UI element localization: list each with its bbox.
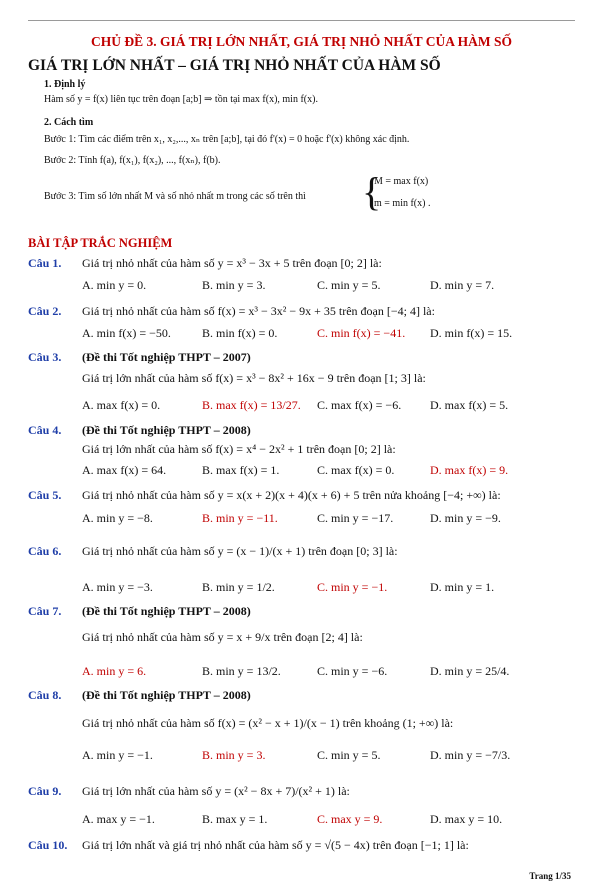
option-c[interactable]: C. min y = 5.: [317, 748, 381, 762]
question-text: Giá trị nhỏ nhất của hàm số y = x + 9/x trên đoạn [2; 4] là:: [82, 630, 363, 644]
option-c[interactable]: C. max y = 9.: [317, 812, 383, 826]
top-rule: [28, 20, 575, 21]
option-d[interactable]: D. max f(x) = 9.: [430, 463, 509, 477]
option-a[interactable]: A. min y = −1.: [82, 748, 153, 762]
option-b[interactable]: B. min y = 13/2.: [202, 664, 281, 678]
question-label: Câu 5.: [28, 488, 62, 502]
option-d[interactable]: D. min y = 7.: [430, 278, 495, 292]
option-a[interactable]: A. max f(x) = 64.: [82, 463, 167, 477]
option-b[interactable]: B. max y = 1.: [202, 812, 268, 826]
question-label: Câu 1.: [28, 256, 62, 270]
question-label: Câu 7.: [28, 604, 62, 618]
option-c[interactable]: C. min f(x) = −41.: [317, 326, 406, 340]
option-c[interactable]: C. min y = −17.: [317, 511, 394, 525]
step-3-max: M = max f(x): [374, 176, 429, 187]
option-b[interactable]: B. min y = 3.: [202, 278, 266, 292]
option-b[interactable]: B. max f(x) = 1.: [202, 463, 280, 477]
question-text: Giá trị lớn nhất của hàm số f(x) = x³ − 8x² + 16x − 9 trên đoạn [1; 3] là:: [82, 371, 426, 385]
option-a[interactable]: A. min y = 6.: [82, 664, 147, 678]
question-8: [28, 688, 82, 703]
option-b[interactable]: B. min f(x) = 0.: [202, 326, 278, 340]
option-a[interactable]: A. min y = 0.: [82, 278, 147, 292]
question-text: Giá trị nhỏ nhất của hàm số y = x(x + 2)(x + 4)(x + 6) + 5 trên nửa khoảng [−4; +∞) là:: [82, 488, 501, 502]
option-c[interactable]: C. min y = −1.: [317, 580, 388, 594]
option-d[interactable]: D. min f(x) = 15.: [430, 326, 513, 340]
step-1-text: Bước 1: Tìm các điểm trên x₁, x₂,..., xₙ trên [a;b], tại đó f'(x) = 0 hoặc f'(x) không xác định.: [44, 134, 410, 145]
section-theorem-title: 1. Định lý: [44, 79, 86, 90]
question-text: Giá trị nhỏ nhất của hàm số f(x) = x³ − 3x² − 9x + 35 trên đoạn [−4; 4] là:: [82, 304, 435, 318]
question-label: Câu 6.: [28, 544, 62, 558]
option-a[interactable]: A. min y = −3.: [82, 580, 153, 594]
option-d[interactable]: D. min y = 1.: [430, 580, 495, 594]
system-brace: {: [362, 169, 382, 214]
option-a[interactable]: A. min f(x) = −50.: [82, 326, 171, 340]
question-source: (Đề thi Tốt nghiệp THPT – 2007): [82, 350, 251, 364]
question-6: [28, 544, 82, 559]
topic-heading: CHỦ ĐỀ 3. GIÁ TRỊ LỚN NHẤT, GIÁ TRỊ NHỎ NHẤT CỦA HÀM SỐ: [91, 34, 512, 49]
question-text: Giá trị nhỏ nhất của hàm số f(x) = (x² − x + 1)/(x − 1) trên khoảng (1; +∞) là:: [82, 716, 454, 730]
option-a[interactable]: A. min y = −8.: [82, 511, 153, 525]
option-c[interactable]: C. min y = 5.: [317, 278, 381, 292]
question-7: [28, 604, 82, 619]
page-title: GIÁ TRỊ LỚN NHẤT – GIÁ TRỊ NHỎ NHẤT CỦA HÀM SỐ: [28, 57, 441, 74]
question-text: Giá trị lớn nhất và giá trị nhỏ nhất của hàm số y = √(5 − 4x) trên đoạn [−1; 1] là:: [82, 838, 469, 852]
question-label: Câu 9.: [28, 784, 62, 798]
option-a[interactable]: A. max f(x) = 0.: [82, 398, 161, 412]
option-c[interactable]: C. max f(x) = 0.: [317, 463, 395, 477]
step-3-min: m = min f(x) .: [374, 198, 431, 209]
question-label: Câu 8.: [28, 688, 62, 702]
option-d[interactable]: D. max y = 10.: [430, 812, 503, 826]
option-a[interactable]: A. max y = −1.: [82, 812, 155, 826]
question-text: Giá trị lớn nhất của hàm số y = (x² − 8x + 7)/(x² + 1) là:: [82, 784, 350, 798]
option-b[interactable]: B. min y = 1/2.: [202, 580, 275, 594]
section-method-title: 2. Cách tìm: [44, 117, 94, 128]
question-1: [28, 256, 82, 271]
option-b[interactable]: B. min y = −11.: [202, 511, 278, 525]
option-d[interactable]: D. min y = 25/4.: [430, 664, 510, 678]
page-number: Trang 1/35: [529, 871, 571, 881]
question-3: [28, 350, 82, 365]
option-d[interactable]: D. min y = −9.: [430, 511, 501, 525]
option-b[interactable]: B. min y = 3.: [202, 748, 266, 762]
question-text: Giá trị nhỏ nhất của hàm số y = (x − 1)/(x + 1) trên đoạn [0; 3] là:: [82, 544, 398, 558]
question-9: [28, 784, 82, 799]
option-b[interactable]: B. max f(x) = 13/27.: [202, 398, 301, 412]
question-2: [28, 304, 82, 319]
question-5: [28, 488, 82, 503]
step-2-text: Bước 2: Tính f(a), f(x₁), f(x₂), ..., f(xₙ), f(b).: [44, 155, 221, 166]
question-text: Giá trị nhỏ nhất của hàm số y = x³ − 3x + 5 trên đoạn [0; 2] là:: [82, 256, 382, 270]
option-d[interactable]: D. max f(x) = 5.: [430, 398, 509, 412]
question-text: Giá trị lớn nhất của hàm số f(x) = x⁴ − 2x² + 1 trên đoạn [0; 2] là:: [82, 442, 396, 456]
question-source: (Đề thi Tốt nghiệp THPT – 2008): [82, 604, 251, 618]
option-c[interactable]: C. max f(x) = −6.: [317, 398, 402, 412]
question-label: Câu 2.: [28, 304, 62, 318]
question-4: [28, 423, 82, 438]
step-3-text: Bước 3: Tìm số lớn nhất M và số nhỏ nhất m trong các số trên thì: [44, 191, 306, 202]
option-d[interactable]: D. min y = −7/3.: [430, 748, 511, 762]
exercise-section-title: BÀI TẬP TRẮC NGHIỆM: [28, 236, 173, 250]
option-c[interactable]: C. min y = −6.: [317, 664, 388, 678]
question-source: (Đề thi Tốt nghiệp THPT – 2008): [82, 423, 251, 437]
question-label: Câu 3.: [28, 350, 62, 364]
question-label: Câu 4.: [28, 423, 62, 437]
question-label: Câu 10.: [28, 838, 68, 852]
question-10: [28, 838, 82, 853]
question-source: (Đề thi Tốt nghiệp THPT – 2008): [82, 688, 251, 702]
theorem-text: Hàm số y = f(x) liên tục trên đoạn [a;b] ⇒ tồn tại max f(x), min f(x).: [44, 94, 318, 105]
